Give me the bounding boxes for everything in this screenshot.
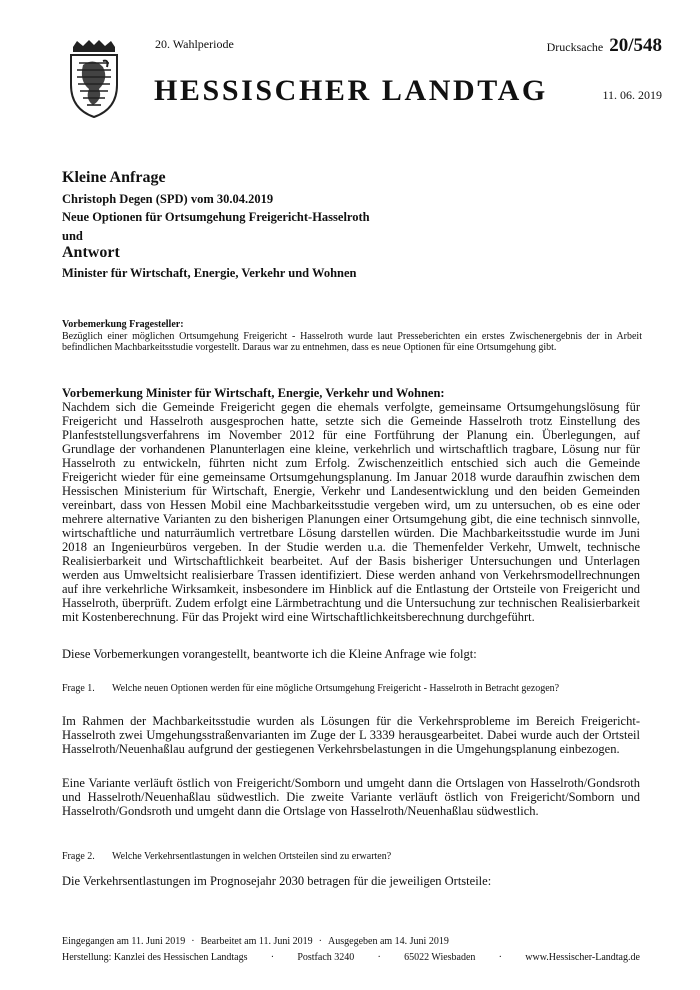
footer-dates-row — [62, 934, 640, 950]
vorbemerkung-fragesteller-text: Bezüglich einer möglichen Ortsumgehung Freigericht - Hasselroth wurde laut Presseberichten ein erstes Zwischenergebnis der in Arbeit befindlichen Machbarkeitsstudie vorgestellt. Daraus war zu entnehmen, dass es neue Optionen für eine Ortsumgehung gibt. — [62, 330, 642, 353]
footer-bearbeitet: Bearbeitet am 11. Juni 2019 — [200, 936, 313, 947]
vorbemerkung-fragesteller-heading: Vorbemerkung Fragesteller: — [62, 319, 184, 330]
footer-separator: · — [191, 936, 195, 947]
antwort-heading: Antwort — [62, 244, 120, 261]
frage-2 — [62, 851, 640, 863]
frage-1-label: Frage 1. — [62, 683, 95, 694]
frage-1-answer-paragraph-2: Eine Variante verläuft östlich von Freigericht/Somborn und umgeht dann die Ortslagen von Hasselroth/Gondsroth und Hasselroth/Neuenhaßlau südwestlich. Die zweite Variante verläuft östlich von Freigericht/Somborn und Hasselroth/Gondsroth und umgeht dann die Ortslage von Hasselroth/Neuenhaßlau südwestlich. — [62, 776, 640, 818]
document-type: Kleine Anfrage — [62, 169, 166, 186]
intro-paragraph: Diese Vorbemerkungen vorangestellt, beantworte ich die Kleine Anfrage wie folgt: — [62, 647, 477, 661]
frage-1 — [62, 683, 640, 695]
drucksache-label: Drucksache — [546, 40, 604, 54]
footer-separator: · — [318, 936, 323, 947]
footer-separator: · — [270, 952, 275, 963]
drucksache-number: 20/548 — [609, 35, 662, 56]
footer-website-link[interactable]: www.Hessischer-Landtag.de — [525, 952, 640, 963]
subject: Neue Optionen für Ortsumgehung Freigericht-Hasselroth — [62, 210, 370, 224]
vorbemerkung-minister — [62, 386, 640, 624]
document-date: 11. 06. 2019 — [602, 88, 662, 102]
footer-ort: 65022 Wiesbaden — [404, 952, 476, 963]
vorbemerkung-minister-heading: Vorbemerkung Minister für Wirtschaft, Energie, Verkehr und Wohnen: — [62, 386, 445, 400]
frage-1-answer-paragraph-1: Im Rahmen der Machbarkeitsstudie wurden als Lösungen für die Verkehrsprobleme im Bereich Freigericht-Hasselroth zwei Umgehungsstraßenvarianten im Zuge der L 3339 herausgearbeitet. Dabei wurde auch der Ortsteil Hasselroth/Neuenhaßlau aufgrund der gestiegenen Verkehrsbelastungen in die Umgehungsplanung einbezogen. — [62, 714, 640, 756]
minister-line: Minister für Wirtschaft, Energie, Verkehr und Wohnen — [62, 266, 357, 280]
frage-2-question: Welche Verkehrsentlastungen in welchen Ortsteilen sind zu erwarten? — [112, 851, 392, 862]
footer-separator: · — [498, 952, 503, 963]
footer-eingegangen: Eingegangen am 11. Juni 2019 — [62, 936, 186, 947]
hessen-coat-of-arms-icon — [63, 39, 125, 119]
author-line: Christoph Degen (SPD) vom 30.04.2019 — [62, 192, 274, 206]
drucksache — [547, 35, 662, 57]
footer-imprint-row — [62, 950, 640, 966]
footer-separator: · — [377, 952, 381, 963]
page-title: HESSISCHER LANDTAG — [154, 74, 548, 107]
footer — [62, 934, 640, 966]
frage-2-answer: Die Verkehrsentlastungen im Prognosejahr 2030 betragen für die jeweiligen Ortsteile: — [62, 874, 492, 888]
election-period: 20. Wahlperiode — [155, 37, 234, 51]
frage-1-question: Welche neuen Optionen werden für eine mögliche Ortsumgehung Freigericht - Hasselroth in Betracht gezogen? — [112, 683, 560, 694]
vorbemerkung-fragesteller — [62, 319, 642, 354]
footer-herstellung: Herstellung: Kanzlei des Hessischen Landtags — [62, 952, 248, 963]
footer-postfach: Postfach 3240 — [297, 952, 355, 963]
vorbemerkung-minister-text: Nachdem sich die Gemeinde Freigericht gegen die ehemals verfolgte, gemeinsame Ortsumgehungslösung für Freigericht und Hasselroth ausgesprochen hatte, setzte sich die Gemeinde Hasselroth trotz Einstellung des Planfeststellungsverfahrens im November 2012 für eine Fortführung der Planung ein. Überlegungen, auf Grundlage der vorhandenen Planunterlagen eine kleine, verkehrlich und wirtschaftlich tragbare, Lösung nur für Hasselroth zu entwickeln, führten nicht zum Erfolg. Zwischenzeitlich entschied sich auch die Gemeinde Freigericht wieder für eine gemeinsame Ortsumgehungsplanung. Im Januar 2018 wurde daraufhin zwischen dem Hessischen Ministerium für Wirtschaft, Energie, Verkehr und Landesentwicklung und den beiden Gemeinden vereinbart, dass von Hessen Mobil eine Machbarkeitsstudie vergeben wird, um zu untersuchen, ob es eine oder mehrere alternative Varianten zu den bisherigen Planungen einer Ortsumgehung gibt, die eine technisch sinnvolle, wirtschaftliche und naturräumlich vertretbare Lösung darstellen würden. Die Machbarkeitsstudie wurde im Juni 2018 an Ingenieurbüros vergeben. In der Studie werden u.a. die Themenfelder Verkehr, Umwelt, technische Realisierbarkeit und Wirtschaftlichkeit bearbeitet. Auf der Basis bisheriger Untersuchungen und Unterlagen werden aus Umweltsicht realisierbare Trassen identifiziert. Diese werden anhand von Verkehrsmodellrechnungen auf ihre verkehrliche Wirksamkeit, insbesondere im Hinblick auf die Entlastung der Ortsteile von Freigericht und Hasselroth, überprüft. Zudem erfolgt eine Lärmbetrachtung und die Untersuchung zur technischen Realisierbarkeit mit Kostenberechnung. Für das Projekt wird eine Wirtschaftlichkeitsberechnung durchgeführt. — [62, 400, 640, 624]
und-label: und — [62, 229, 83, 243]
frage-2-label: Frage 2. — [62, 851, 95, 862]
footer-ausgegeben: Ausgegeben am 14. Juni 2019 — [328, 936, 449, 947]
